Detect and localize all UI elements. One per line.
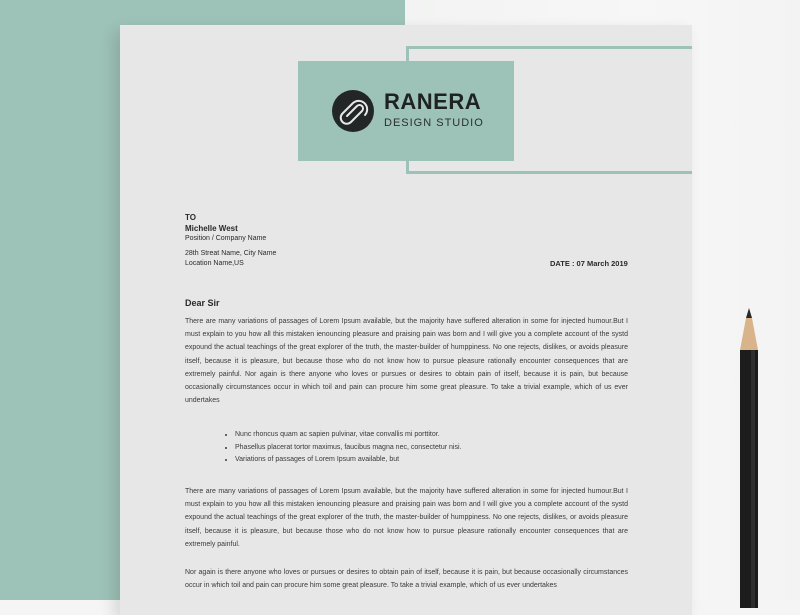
paperclip-icon xyxy=(332,90,374,132)
greeting: Dear Sir xyxy=(185,298,220,308)
body-paragraph: There are many variations of passages of Lorem Ipsum available, but the majority have suffered alteration in some for injected humour.But I must explain to you how all this mistaken ienouncing pleasure and praising pain was born and I will give you a complete account of the systd expound the actual teachings of the great explorer of the truth, the master-builder of humppiness. No one rejects, dislikes, or avoids pleasure itself, because it is pleasure, but because those who do not know how to pursue pleasure rationally encounter consequences that are extremely painful. xyxy=(185,488,628,548)
body-paragraph: There are many variations of passages of Lorem Ipsum available, but the majority have suffered alteration in some for injected humour.But I must explain to you how all this mistaken ienouncing pleasure and praising pain was born and I will give you a complete account of the systd expound the actual teachings of the great explorer of the truth, the master-builder of humppiness. No one rejects, dislikes, or avoids pleasure itself, because it is pleasure, but because those who do not know how to pursue pleasure rationally encounter consequences that are extremely painful. Nor again is there anyone who loves or pursues or desires to obtain pain of itself, because it is pain, but because occasionally circumstances occur in which toil and pain can procure him some great pleasure. To take a trivial example, which of us ever undertakes xyxy=(185,318,628,405)
body-paragraph: Nor again is there anyone who loves or pursues or desires to obtain pain of itself, because it is pain, but because occasionally circumstances occur in which toil and pain can procure him some great pleasure. To take a trivial example, which of us ever undertakes xyxy=(185,569,628,590)
brand-subtitle: DESIGN STUDIO xyxy=(384,117,484,129)
bullet-item: • Nunc rhoncus quam ac sapien pulvinar, vitae convallis mi porttitor. xyxy=(235,429,461,442)
bullet-item: • Variations of passages of Lorem Ipsum available, but xyxy=(235,454,461,467)
letter-date: DATE : 07 March 2019 xyxy=(550,259,628,268)
logo-block xyxy=(298,61,514,161)
recipient-address-line2: Location Name,US xyxy=(185,260,244,267)
brand-name: RANERA xyxy=(384,89,482,114)
letterhead-paper xyxy=(120,25,692,615)
to-label: TO xyxy=(185,213,196,222)
recipient-name: Michelle West xyxy=(185,224,238,233)
bullet-item: • Phasellus placerat tortor maximus, faucibus magna nec, consectetur nisi. xyxy=(235,442,461,455)
recipient-address-line1: 28th Streat Name, City Name xyxy=(185,250,277,257)
bullet-list xyxy=(225,429,461,467)
recipient-position: Position / Company Name xyxy=(185,235,267,242)
pencil-image xyxy=(738,308,760,608)
